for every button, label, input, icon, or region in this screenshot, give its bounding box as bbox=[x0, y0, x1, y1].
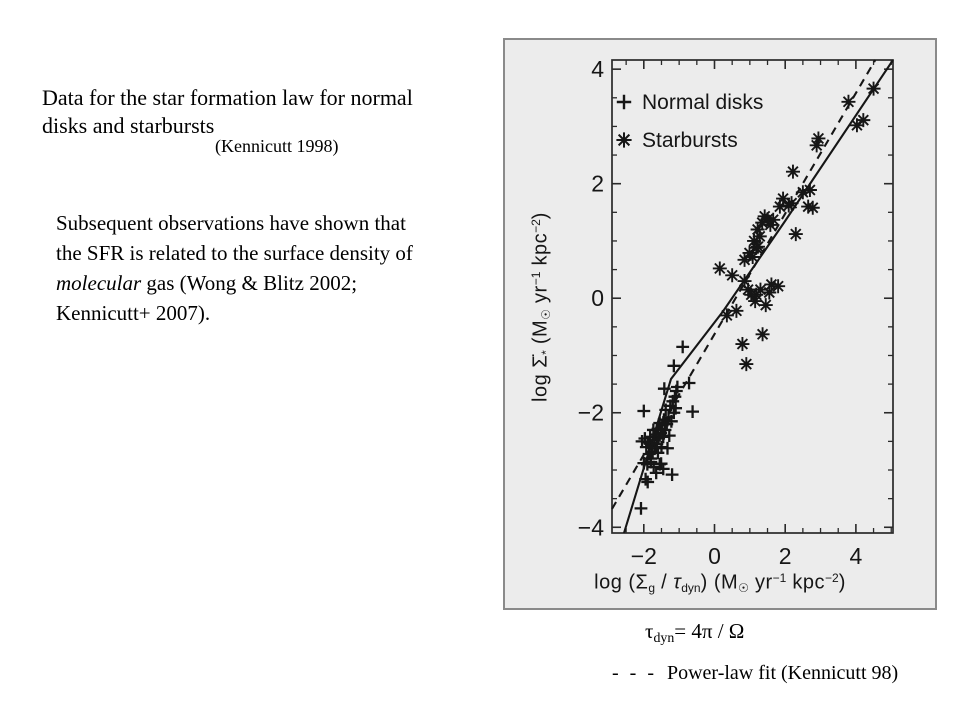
y-axis-label: $\log \Sigmȧ_*$ ($M_☉$ $yr^{-1}$ kpc$^{-2}$) bbox=[529, 212, 554, 402]
points-starbursts bbox=[713, 82, 881, 371]
paragraph-line-2: the SFR is related to the surface density of bbox=[56, 241, 413, 265]
title-attribution: (Kennicutt 1998) bbox=[215, 136, 339, 156]
svg-text:−2: −2 bbox=[577, 399, 604, 426]
svg-text:2: 2 bbox=[591, 170, 604, 197]
page-title bbox=[42, 84, 502, 140]
tau-dyn-formula: $\tau_{dyn}= 4\pi / \Omega$ bbox=[645, 619, 745, 646]
svg-text:−4: −4 bbox=[577, 514, 604, 541]
svg-text:0: 0 bbox=[708, 543, 721, 569]
svg-text:0: 0 bbox=[591, 285, 604, 312]
figure-panel bbox=[503, 38, 937, 610]
scatter-plot bbox=[505, 40, 935, 608]
svg-text:4: 4 bbox=[591, 56, 604, 83]
paragraph-line-4: Kennicutt+ 2007). bbox=[56, 301, 211, 325]
title-line-1: Data for the star formation law for normal bbox=[42, 85, 413, 110]
x-axis-label: $\log (\Sigma_g / \tau_{dyn})$ ($M_☉$ $yr^{-1}$ kpc$^{-2}$) bbox=[594, 571, 846, 596]
svg-text:2: 2 bbox=[778, 543, 792, 569]
title-line-2: disks and starbursts bbox=[42, 113, 215, 138]
svg-text:Starbursts: Starbursts bbox=[642, 129, 738, 152]
svg-text:4: 4 bbox=[849, 543, 863, 569]
fit-line-key-label: Power-law fit (Kennicutt 98) bbox=[666, 662, 899, 684]
svg-text:−2: −2 bbox=[630, 543, 657, 569]
paragraph-line-1: Subsequent observations have shown that bbox=[56, 211, 406, 235]
paragraph-line-3: molecular gas (Wong & Blitz 2002; bbox=[56, 271, 358, 295]
fit-line-key bbox=[612, 662, 898, 685]
chart-legend bbox=[616, 91, 763, 152]
points-normal-disks bbox=[635, 340, 699, 514]
dashed-line-sample: - - - bbox=[612, 662, 657, 684]
italic-word: molecular bbox=[56, 271, 142, 295]
body-paragraph bbox=[56, 208, 496, 328]
svg-text:Normal disks: Normal disks bbox=[642, 91, 764, 114]
